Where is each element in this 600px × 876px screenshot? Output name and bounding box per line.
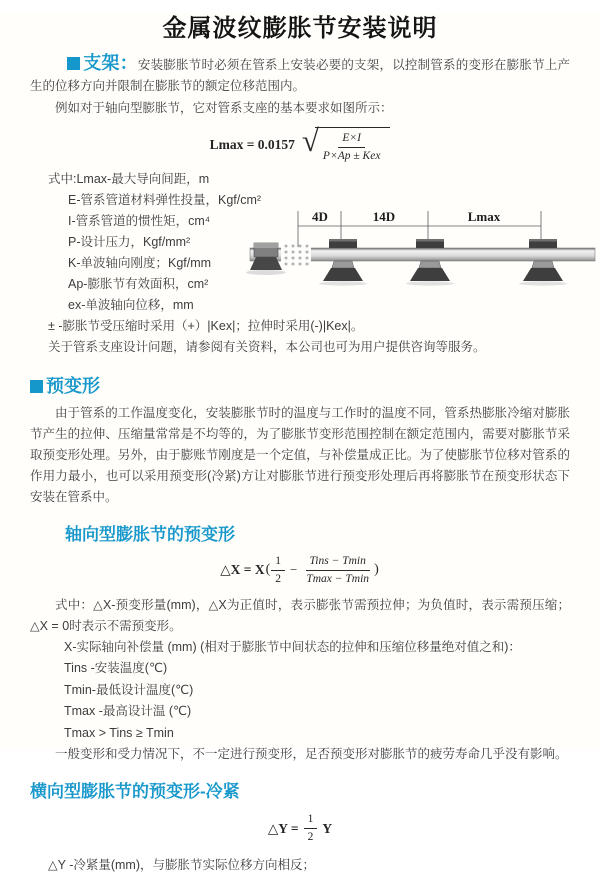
formula-lmax bbox=[30, 123, 570, 164]
fraction-temperature bbox=[302, 554, 373, 587]
pm-note: ± -膨胀节受压缩时采用（+）|Kex|；拉伸时采用(-)|Kex|。 bbox=[48, 318, 364, 333]
dimension-label-4d: 4D bbox=[312, 209, 328, 224]
reference-note: 关于管系支座设计问题，请参阅有关资料，本公司也可为用户提供咨询等服务。 bbox=[48, 339, 486, 354]
variable-line: ex-单波轴向位移，mm bbox=[68, 297, 194, 312]
fraction-denominator: 2 bbox=[307, 831, 314, 844]
definition-line: Tmax -最高设计温 (℃) bbox=[64, 704, 192, 719]
formula-axial-lhs: △X = X bbox=[220, 562, 265, 578]
fraction-denominator: 2 bbox=[275, 572, 281, 585]
support-paragraph-text: 安装膨胀节时必须在管系上安装必要的支架，以控制管系的变形在膨胀节上产生的位移方向并限制在膨胀节的额定位移范围内。 bbox=[30, 58, 570, 93]
variable-line: K-单波轴向刚度；Kgf/mm bbox=[68, 255, 212, 270]
minus-sign: − bbox=[290, 562, 298, 578]
fraction-half bbox=[271, 554, 285, 587]
radical-sign-icon: √ bbox=[301, 123, 319, 158]
page-title: 金属波纹膨胀节安装说明 bbox=[162, 15, 438, 42]
variable-line: 式中:Lmax-最大导向间距，m bbox=[48, 171, 210, 186]
axial-definitions bbox=[30, 637, 570, 745]
variable-line: Ap-膨胀节有效面积，cm² bbox=[68, 276, 209, 291]
variable-line: E-管系管道材料弹性投量，Kgf/cm² bbox=[68, 192, 262, 207]
open-paren: ( bbox=[265, 562, 271, 578]
section-heading-support: 支架： bbox=[83, 53, 138, 73]
axial-closing: 一般变形和受力情况下，不一定进行预变形，足否预变形对膨胀节的疲劳寿命几乎没有影响。 bbox=[55, 747, 568, 762]
pipe-support-diagram bbox=[250, 203, 595, 303]
definition-line: Tmin-最低设计温度(℃) bbox=[64, 682, 194, 697]
section-bullet-icon bbox=[30, 380, 43, 393]
variable-line: P-设计压力，Kgf/mm² bbox=[68, 234, 191, 249]
guide-support-icon bbox=[406, 239, 454, 286]
bellows-icon bbox=[281, 244, 311, 266]
support-example-line: 例如对于轴向型膨胀节，它对管系支座的基本要求如图所示： bbox=[55, 101, 393, 115]
definition-line: Tins -安装温度(℃) bbox=[64, 661, 168, 676]
document-page bbox=[0, 13, 600, 873]
fraction-numerator: Tins − Tmin bbox=[306, 554, 370, 571]
definition-line: Tmax > Tins ≥ Tmin bbox=[64, 725, 174, 740]
close-paren: ) bbox=[374, 562, 379, 578]
predeform-heading-text: 预变形 bbox=[46, 375, 100, 396]
lateral-note: △Y -冷紧量(mm)，与膨胀节实际位移方向相反； bbox=[48, 858, 316, 873]
definition-line: X-实际轴向补偿量 (mm) (相对于膨胀节中间状态的拉伸和压缩位移量绝对值之和)： bbox=[64, 639, 521, 654]
subheading-axial: 轴向型膨胀节的预变形 bbox=[65, 524, 235, 544]
fraction-denominator: Tmax − Tmin bbox=[306, 572, 370, 585]
formula-axial bbox=[30, 554, 570, 587]
support-paragraph bbox=[30, 54, 570, 97]
document-content bbox=[0, 13, 600, 876]
formula-lateral bbox=[30, 812, 570, 845]
sqrt-radical bbox=[301, 123, 391, 164]
section-heading-predeform bbox=[30, 372, 570, 398]
fraction-numerator: E×I bbox=[338, 131, 365, 148]
formula-lmax-lhs: Lmax = 0.0157 bbox=[209, 136, 295, 152]
fraction-numerator: 1 bbox=[271, 554, 285, 571]
radicand bbox=[315, 127, 391, 164]
axial-note: 式中：△X-预变形量(mm)，△X为正值时，表示膨张节需预拉伸；为负值时，表示需预压缩；△X = 0时表示不需预变形。 bbox=[30, 597, 570, 633]
variable-line: I-管系管道的惯性矩，cm⁴ bbox=[68, 213, 211, 228]
predeform-paragraph: 由于管系的工作温度变化，安装膨胀节时的温度与工作时的温度不同，管系热膨胀冷缩对膨胀节产生的拉伸、压缩量常常是不均等的，为了膨胀节变形范围控制在额定范围内，需要对膨胀节采取预变形处理。另外，由于膨账节刚度是一个定值，与补偿量成正比。为了使膨胀节位移对管系的作用力最小，也可以采用预变形(冷紧)方让对膨胀节进行预变形处理后再将膨胀节在预变形状态下安装在管系中。 bbox=[30, 405, 570, 504]
dimension-label-14d: 14D bbox=[372, 209, 396, 224]
fraction-denominator: P×Ap ± Kex bbox=[322, 149, 381, 162]
fraction bbox=[319, 131, 385, 164]
guide-support-icon bbox=[519, 239, 567, 286]
section-bullet-icon bbox=[67, 57, 80, 70]
formula-lateral-rhs: Y bbox=[322, 820, 333, 836]
guide-support-icon bbox=[319, 239, 367, 286]
dimension-label-lmax: Lmax bbox=[467, 209, 501, 224]
fraction-half bbox=[304, 812, 318, 845]
fraction-numerator: 1 bbox=[304, 812, 318, 829]
subheading-lateral: 横向型膨胀节的预变形-冷紧 bbox=[30, 782, 240, 802]
formula-lateral-lhs: △Y = bbox=[267, 820, 299, 836]
